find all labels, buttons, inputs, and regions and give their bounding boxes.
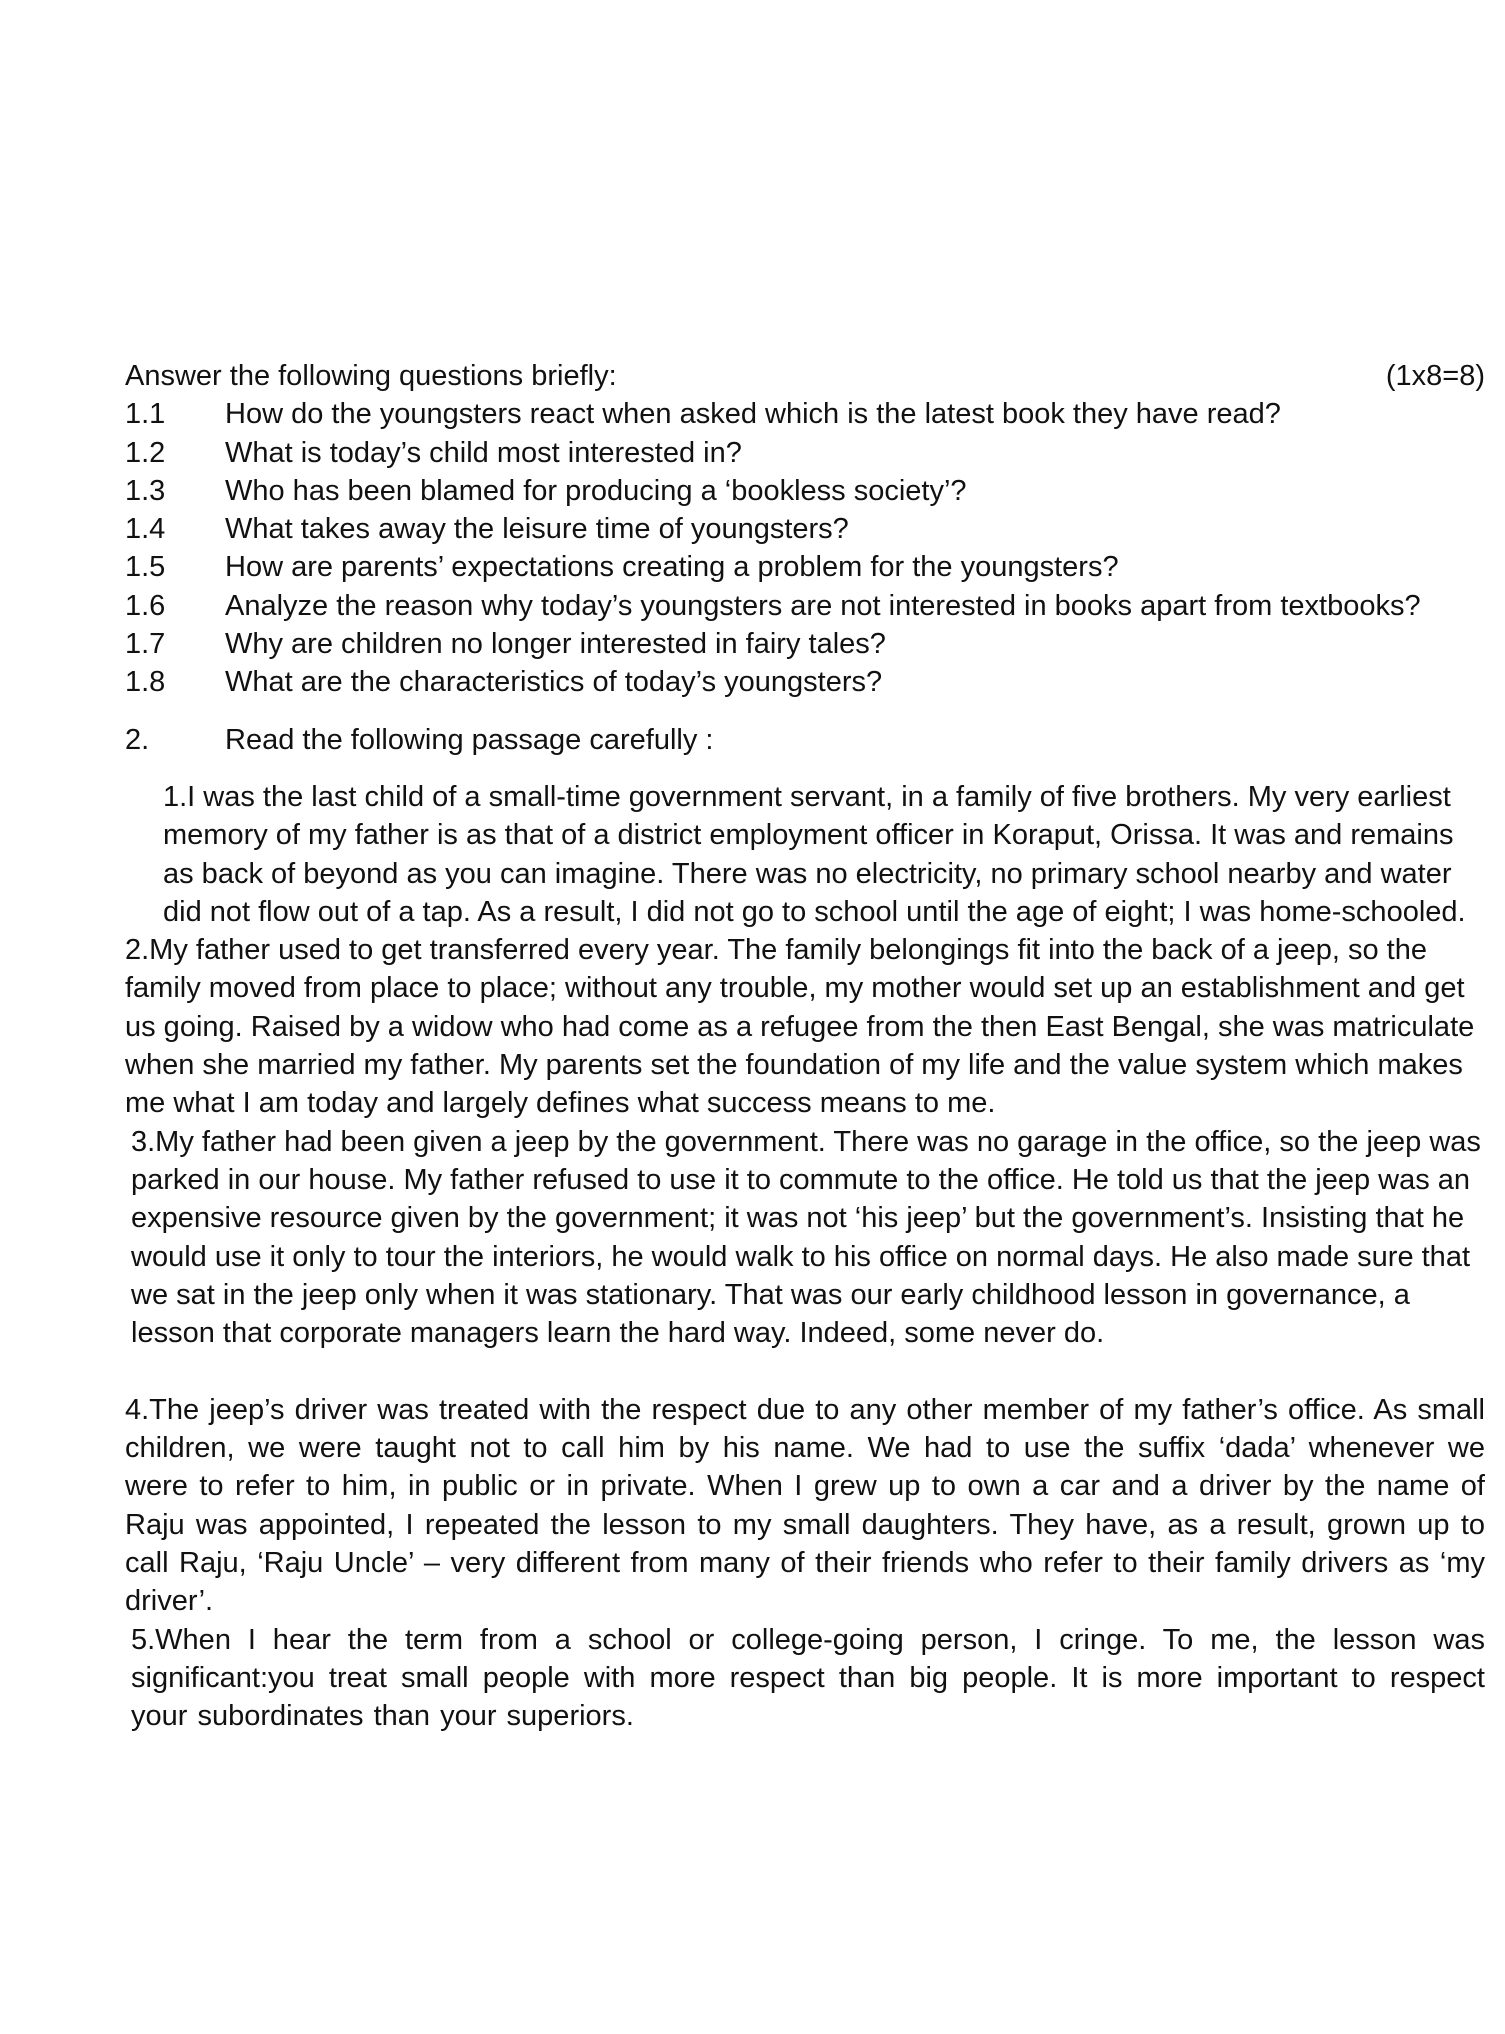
question-item	[125, 510, 1485, 548]
instructions-row	[125, 357, 1485, 395]
section-number: 2.	[125, 723, 150, 756]
question-item	[125, 625, 1485, 663]
section-instruction: Read the following passage carefully :	[225, 723, 714, 756]
passage-paragraph-1: 1.I was the last child of a small-time government servant, in a family of five brothers. My very earliest memory of my father is as that of a district employment officer in Koraput, Orissa. It was and remains as back of beyond as you can imagine. There was no electricity, no primary school nearby and water did not flow out of a tap. As a result, I did not go to school until the age of eight; I was home-schooled.	[163, 780, 1466, 928]
question-text: Why are children no longer interested in fairy tales?	[225, 628, 886, 661]
marks-allocation: (1x8=8)	[1385, 360, 1485, 392]
question-number: 1.1	[125, 398, 166, 431]
question-item	[125, 548, 1485, 586]
section-2-heading	[125, 721, 1485, 759]
question-number: 1.7	[125, 628, 166, 661]
question-item	[125, 472, 1485, 510]
reading-passage	[125, 778, 1485, 1735]
question-text: Analyze the reason why today’s youngsters are not interested in books apart from textbooks?	[225, 589, 1421, 622]
passage-paragraph-2: 2.My father used to get transferred every year. The family belongings fit into the back of a jeep, so the family moved from place to place; without any trouble, my mother would set up an establishment and get us going. Raised by a widow who had come as a refugee from the then East Bengal, she was matriculate when she married my father. My parents set the foundation of my life and the value system which makes me what I am today and largely defines what success means to me.	[125, 934, 1475, 1120]
passage-paragraph-4: 4.The jeep’s driver was treated with the respect due to any other member of my father’s office. As small children, we were taught not to call him by his name. We had to use the suffix ‘dada’ whenever we were to refer to him, in public or in private. When I grew up to own a car and a driver by the name of Raju was appointed, I repeated the lesson to my small daughters. They have, as a result, grown up to call Raju, ‘Raju Uncle’ – very different from many of their friends who refer to their family drivers as ‘my driver’.	[125, 1393, 1485, 1618]
paragraph-gap	[125, 1352, 1485, 1390]
question-number: 1.4	[125, 513, 166, 546]
question-item	[125, 663, 1485, 701]
question-number: 1.6	[125, 589, 166, 622]
instructions-text: Answer the following questions briefly:	[125, 360, 617, 392]
question-text: What takes away the leisure time of youngsters?	[225, 513, 849, 546]
question-number: 1.2	[125, 436, 166, 469]
question-item	[125, 587, 1485, 625]
question-item	[125, 395, 1485, 433]
passage-paragraph-5: 5.When I hear the term from a school or college-going person, I cringe. To me, the lesson was significant:you treat small people with more respect than big people. It is more important to respect your subordinates than your superiors.	[131, 1623, 1485, 1733]
question-text: What is today’s child most interested in?	[225, 436, 742, 469]
question-item	[125, 434, 1485, 472]
question-text: Who has been blamed for producing a ‘bookless society’?	[225, 474, 967, 507]
question-number: 1.8	[125, 666, 166, 699]
question-paper	[125, 357, 1485, 1735]
question-number: 1.5	[125, 551, 166, 584]
passage-paragraph-3: 3.My father had been given a jeep by the government. There was no garage in the office, so the jeep was parked in our house. My father refused to use it to commute to the office. He told us that the jeep was an expensive resource given by the government; it was not ‘his jeep’ but the government’s. Insisting that he would use it only to tour the interiors, he would walk to his office on normal days. He also made sure that we sat in the jeep only when it was stationary. That was our early childhood lesson in governance, a lesson that corporate managers learn the hard way. Indeed, some never do.	[131, 1125, 1481, 1350]
question-text: How are parents’ expectations creating a problem for the youngsters?	[225, 551, 1119, 584]
question-number: 1.3	[125, 474, 166, 507]
question-text: How do the youngsters react when asked which is the latest book they have read?	[225, 398, 1281, 431]
question-text: What are the characteristics of today’s youngsters?	[225, 666, 883, 699]
